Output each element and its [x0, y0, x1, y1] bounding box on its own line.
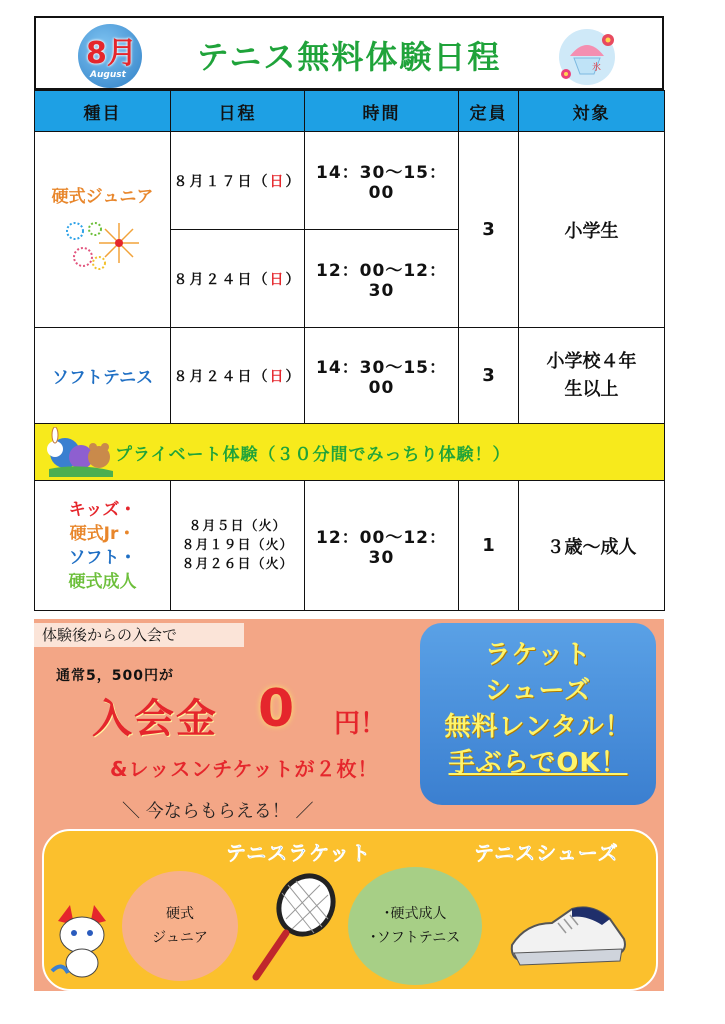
date-text: ８月２４日（ — [173, 368, 270, 385]
gift-panel — [42, 829, 658, 991]
rental-line-1: ラケット — [484, 640, 592, 670]
private-type-cell — [35, 481, 171, 611]
junior-type-cell — [35, 132, 171, 328]
table-row — [35, 481, 665, 611]
junior-date-1 — [171, 132, 305, 230]
animals-icon — [43, 427, 115, 477]
label-kids: キッズ・ — [68, 499, 137, 520]
fee-unit: 円！ — [334, 709, 387, 739]
table-row — [35, 132, 665, 230]
private-dates — [171, 481, 305, 611]
label-adult: 硬式成人 — [68, 571, 137, 592]
soft-target — [519, 328, 665, 424]
label-jr: 硬式Jr・ — [69, 523, 136, 544]
date-text: ８月１７日（ — [173, 173, 270, 190]
date-text: ８月２４日（ — [173, 271, 270, 288]
fireworks-icon — [61, 217, 145, 273]
page-title: テニス無料体験日程 — [196, 38, 502, 76]
col-header-capacity: 定員 — [459, 91, 519, 132]
col-header-time: 時間 — [305, 91, 459, 132]
junior-target: 小学生 — [519, 132, 665, 328]
header — [34, 16, 664, 90]
shaved-ice-icon — [556, 26, 618, 88]
schedule-sheet — [34, 16, 664, 991]
date-close: ） — [285, 173, 302, 190]
soft-type-cell — [35, 328, 171, 424]
now-get-caption: ＼ 今ならもらえる！ ／ — [122, 801, 314, 822]
private-date-3: ８月２６日（火） — [181, 557, 294, 572]
rental-badge — [420, 623, 656, 805]
col-header-type: 種目 — [35, 91, 171, 132]
private-banner-row — [35, 424, 665, 481]
junior-label: 硬式ジュニア — [51, 187, 154, 207]
private-time: 12：00〜12：30 — [305, 481, 459, 611]
soft-target-line1: 小学校４年 — [546, 350, 637, 372]
junior-date-2 — [171, 230, 305, 328]
mascot-icon — [48, 901, 116, 983]
promo-section — [34, 619, 664, 991]
sunday-mark: 日 — [269, 368, 286, 385]
circle1-line-1: 硬式 — [166, 906, 194, 922]
junior-time-2: 12：00〜12：30 — [305, 230, 459, 328]
col-header-target: 対象 — [519, 91, 665, 132]
sunday-mark: 日 — [269, 173, 286, 190]
rental-line-4: 手ぶらでOK！ — [448, 748, 628, 778]
junior-gift-circle — [122, 871, 238, 981]
racket-icon — [246, 871, 340, 985]
junior-time-1: 14：30〜15：00 — [305, 132, 459, 230]
rental-line-2: シューズ — [484, 676, 592, 706]
sunday-mark: 日 — [269, 271, 286, 288]
label-soft: ソフト・ — [68, 547, 137, 568]
soft-time: 14：30〜15：00 — [305, 328, 459, 424]
rental-line-3: 無料レンタル！ — [444, 712, 632, 742]
date-close: ） — [285, 368, 302, 385]
private-capacity: 1 — [459, 481, 519, 611]
date-close: ） — [285, 271, 302, 288]
soft-date — [171, 328, 305, 424]
adult-gift-circle — [348, 867, 482, 985]
ticket-offer: &レッスンチケットが２枚！ — [110, 757, 379, 781]
soft-target-line2: 生以上 — [564, 378, 619, 400]
normal-price: 通常5，500円が — [56, 668, 174, 684]
circle1-line-2: ジュニア — [152, 930, 208, 946]
circle2-line-2: ･ソフトテニス — [369, 930, 461, 946]
racket-label: テニスラケット — [226, 841, 372, 865]
private-date-2: ８月１９日（火） — [181, 538, 294, 553]
table-header-row — [35, 91, 665, 132]
fee-zero: 0 — [258, 679, 295, 739]
private-target: ３歳〜成人 — [519, 481, 665, 611]
schedule-table — [34, 90, 665, 611]
junior-capacity: 3 — [459, 132, 519, 328]
circle2-line-1: ･硬式成人 — [383, 906, 447, 922]
month-english: August — [90, 70, 126, 80]
private-date-1: ８月５日（火） — [188, 519, 287, 534]
fee-label: 入会金 — [92, 696, 218, 742]
ice-label: 氷 — [592, 63, 602, 73]
soft-label: ソフトテニス — [51, 368, 154, 388]
table-row — [35, 328, 665, 424]
private-banner-text: プライベート体験（３０分間でみっちり体験！） — [115, 444, 511, 465]
col-header-date: 日程 — [171, 91, 305, 132]
month-number: 8月 — [86, 36, 137, 71]
soft-capacity: 3 — [459, 328, 519, 424]
shoe-label: テニスシューズ — [474, 841, 619, 865]
private-banner — [35, 424, 665, 481]
shoe-icon — [506, 893, 630, 973]
promo-tab: 体験後からの入会で — [34, 623, 244, 647]
